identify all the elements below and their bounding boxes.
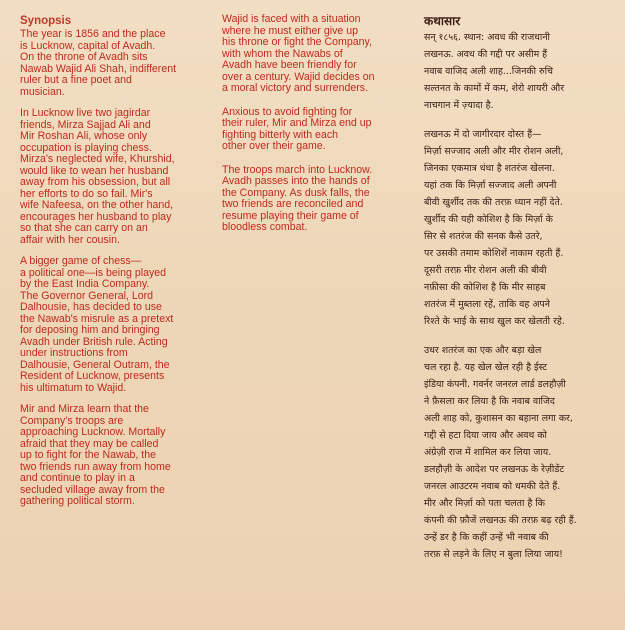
synopsis-heading: Synopsis xyxy=(20,15,72,27)
synopsis-paragraph: Wajid is faced with a situation where he must either give up his throne or fight the Company, with whom the Nawabs of Avadh have been friendly for over a century. Wajid decides on a moral victory and surrenders. xyxy=(222,13,375,94)
synopsis-paragraph: In Lucknow live two jagirdar friends, Mirza Sajjad Ali and Mir Roshan Ali, whose only occupation is playing chess. Mirza's neglected wife, Khurshid, would like to wean her husband away from his obsession, but all her efforts to do so fail. Mir's wife Nafeesa, on the other hand, encourages her husband to play so that she can carry on an affair with her cousin. xyxy=(20,107,175,246)
kathasar-column xyxy=(424,14,614,575)
synopsis-column-middle xyxy=(222,14,408,246)
synopsis-paragraph: Anxious to avoid fighting for their ruler, Mir and Mirza end up fighting bitterly with each other over their game. xyxy=(222,105,372,152)
synopsis-paragraph: Mir and Mirza learn that the Company's troops are approaching Lucknow. Mortally afraid that they may be called up to fight for the Nawab, the two friends run away from home and continue to play in a secluded village away from the gathering political storm. xyxy=(20,403,171,507)
kathasar-paragraph: लखनऊ में दो जागीरदार दोस्त हैं— मिर्ज़ा सज्जाद अली और मीर रोशन अली, जिनका एकमात्र धंधा है शतरंज खेलना. यहां तक कि मिर्ज़ा सज्जाद अली अपनी बीवी खुर्शीद तक की तरफ़ ध्यान नहीं देते. खुर्शीद की यही कोशिश है कि मिर्ज़ा के सिर से शतरंज की सनक कैसे उतरे, पर उसकी तमाम कोशिशें नाकाम रहती हैं. दूसरी तरफ़ मीर रोशन अली की बीवी नफ़ीसा की कोशिश है कि मीर साहब शतरंज में मुब्तला रहें, ताकि वह अपने रिश्ते के भाई के साथ खुल कर खेलती रहे. xyxy=(424,129,565,327)
synopsis-paragraph: The troops march into Lucknow. Avadh passes into the hands of the Company. As dusk falls, the two friends are reconciled and resume playing their game of bloodless combat. xyxy=(222,163,373,233)
synopsis-paragraph: A bigger game of chess— a political one—is being played by the East India Company. The Governor General, Lord Dalhousie, has decided to use the Nawab's misrule as a pretext for deposing him and bringing Avadh under British rule. Acting under instructions from Dalhousie, General Outram, the Resident of Lucknow, presents his ultimatum to Wajid. xyxy=(20,255,174,394)
synopsis-column-left xyxy=(20,14,220,518)
kathasar-heading: कथासार xyxy=(424,14,461,28)
synopsis-paragraph: The year is 1856 and the place is Lucknow, capital of Avadh. On the throne of Avadh sits Nawab Wajid Ali Shah, indifferent ruler but a fine poet and musician. xyxy=(20,28,177,98)
kathasar-paragraph: उधर शतरंज का एक और बड़ा खेल चल रहा है. यह खेल खेल रही है ईस्ट इंडिया कंपनी. गवर्नर जनरल लार्ड डलहौज़ी ने फ़ैसला कर लिया है कि नवाब वाजिद अली शाह को, कुशासन का बहाना लगा कर, गद्दी से हटा दिया जाय और अवध को अंग्रेज़ी राज में शामिल कर लिया जाय. डलहौज़ी के आदेश पर लखनऊ के रेज़ीडेंट जनरल आउटरम नवाब को धमकी देते हैं. मीर और मिर्ज़ा को पता चलता है कि कंपनी की फ़ौजें लखनऊ की तरफ़ बढ़ रही हैं. उन्हें डर है कि कहीं उन्हें भी नवाब की तरफ़ से लड़ने के लिए न बुला लिया जाय! xyxy=(424,345,577,560)
kathasar-paragraph: सन् १८५६. स्थान: अवध की राजधानी लखनऊ. अवध की गद्दी पर असीम हैं नवाब वाजिद अली शाह...जिनकी रुचि सल्तनत के कामों में कम, शेरो शायरी और नाचगान में ज़्यादा है. xyxy=(424,32,565,111)
